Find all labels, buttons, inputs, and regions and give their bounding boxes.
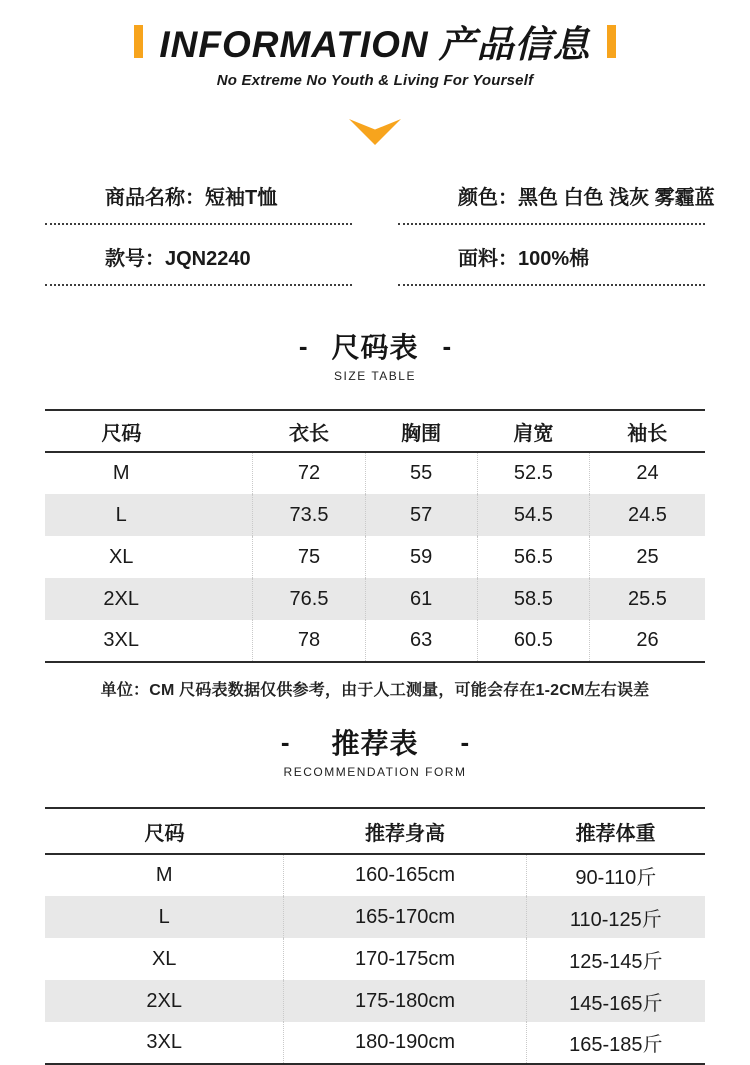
cell-size: XL — [108, 545, 134, 568]
cell: 60.5 — [477, 620, 589, 662]
cell-size: L — [115, 503, 127, 526]
cell-height: 165-170cm — [284, 896, 526, 938]
cell: 76.5 — [253, 578, 365, 620]
size-table-subtitle: SIZE TABLE — [334, 369, 416, 383]
field-value: 100%棉 — [518, 248, 590, 270]
cell: 24 — [589, 452, 705, 494]
cell: 26 — [589, 620, 705, 662]
field-label: 面料： — [458, 248, 518, 270]
table-row — [45, 854, 705, 896]
cell: 78 — [253, 620, 365, 662]
cell-size: M — [112, 462, 130, 484]
field-label: 颜色： — [458, 187, 518, 209]
header — [45, 14, 705, 89]
cell-size: L — [158, 905, 170, 928]
cell-weight: 110-125斤 — [526, 896, 705, 938]
header-slogan: No Extreme No Youth & Living For Yourself — [216, 72, 534, 89]
column-header: 袖长 — [589, 410, 705, 452]
size-table-title — [45, 326, 705, 366]
divider — [45, 119, 705, 145]
recommend-table-title — [45, 722, 705, 762]
cell: 57 — [365, 494, 477, 536]
cell: 63 — [365, 620, 477, 662]
cell-size: 2XL — [103, 587, 139, 610]
accent-bar-left-icon — [134, 25, 143, 58]
measurement-note: 单位：CM 尺码表数据仅供参考，由于人工测量，可能会存在1-2CM左右误差 — [100, 682, 650, 699]
dash-decoration: - — [442, 330, 452, 361]
cell-height: 170-175cm — [284, 938, 526, 980]
cell: 25 — [589, 536, 705, 578]
field-colors — [398, 181, 715, 225]
size-table-section — [45, 326, 705, 700]
table-row — [45, 938, 705, 980]
field-product-name — [45, 181, 352, 225]
cell: 55 — [365, 452, 477, 494]
dash-decoration: - — [280, 726, 290, 757]
dash-decoration: - — [460, 726, 470, 757]
column-header: 推荐体重 — [526, 808, 705, 854]
cell-size: XL — [151, 947, 177, 970]
table-row — [45, 980, 705, 1022]
column-header: 尺码 — [45, 410, 253, 452]
cell-weight: 145-165斤 — [526, 980, 705, 1022]
cell: 73.5 — [253, 494, 365, 536]
cell-size: M — [155, 864, 173, 886]
cell: 24.5 — [589, 494, 705, 536]
field-value: JQN2240 — [165, 248, 251, 270]
recommend-table-section — [45, 722, 705, 1065]
cell: 59 — [365, 536, 477, 578]
cell-size: 3XL — [103, 629, 139, 651]
cell: 56.5 — [477, 536, 589, 578]
recommend-table-title-text: 推荐表 — [331, 728, 419, 759]
cell-height: 160-165cm — [284, 854, 526, 896]
column-header: 胸围 — [365, 410, 477, 452]
cell-weight: 125-145斤 — [526, 938, 705, 980]
size-table-title-text: 尺码表 — [331, 332, 419, 363]
page-title-zh: 产品信息 — [438, 24, 591, 65]
cell: 52.5 — [477, 452, 589, 494]
chevron-down-icon — [349, 119, 401, 145]
field-value: 短袖T恤 — [205, 187, 278, 209]
cell-size: 2XL — [146, 989, 182, 1012]
recommend-table — [45, 807, 705, 1065]
column-header: 推荐身高 — [284, 808, 526, 854]
page-title-en: INFORMATION — [159, 24, 429, 65]
field-value: 黑色 白色 浅灰 雾霾蓝 — [518, 187, 715, 209]
cell-size: 3XL — [146, 1031, 182, 1053]
product-fields — [45, 181, 715, 286]
dash-decoration: - — [298, 330, 308, 361]
size-table — [45, 409, 705, 663]
accent-bar-right-icon — [607, 25, 616, 58]
page-title — [159, 14, 590, 68]
cell-height: 180-190cm — [284, 1022, 526, 1064]
recommend-table-header-row — [45, 808, 705, 854]
cell-height: 175-180cm — [284, 980, 526, 1022]
column-header: 肩宽 — [477, 410, 589, 452]
table-row — [45, 620, 705, 662]
field-label: 商品名称： — [105, 187, 205, 209]
recommend-table-subtitle: RECOMMENDATION FORM — [283, 765, 467, 779]
cell: 58.5 — [477, 578, 589, 620]
size-table-header-row — [45, 410, 705, 452]
cell: 25.5 — [589, 578, 705, 620]
table-row — [45, 536, 705, 578]
field-fabric — [398, 242, 705, 286]
cell: 72 — [253, 452, 365, 494]
table-row — [45, 896, 705, 938]
cell: 75 — [253, 536, 365, 578]
cell: 54.5 — [477, 494, 589, 536]
cell-weight: 90-110斤 — [526, 854, 705, 896]
field-label: 款号： — [105, 248, 165, 270]
column-header: 衣长 — [253, 410, 365, 452]
cell-weight: 165-185斤 — [526, 1022, 705, 1064]
table-row — [45, 494, 705, 536]
column-header: 尺码 — [45, 808, 284, 854]
table-row — [45, 578, 705, 620]
cell: 61 — [365, 578, 477, 620]
table-row — [45, 452, 705, 494]
title-row — [45, 14, 705, 68]
table-row — [45, 1022, 705, 1064]
field-style-number — [45, 242, 352, 286]
